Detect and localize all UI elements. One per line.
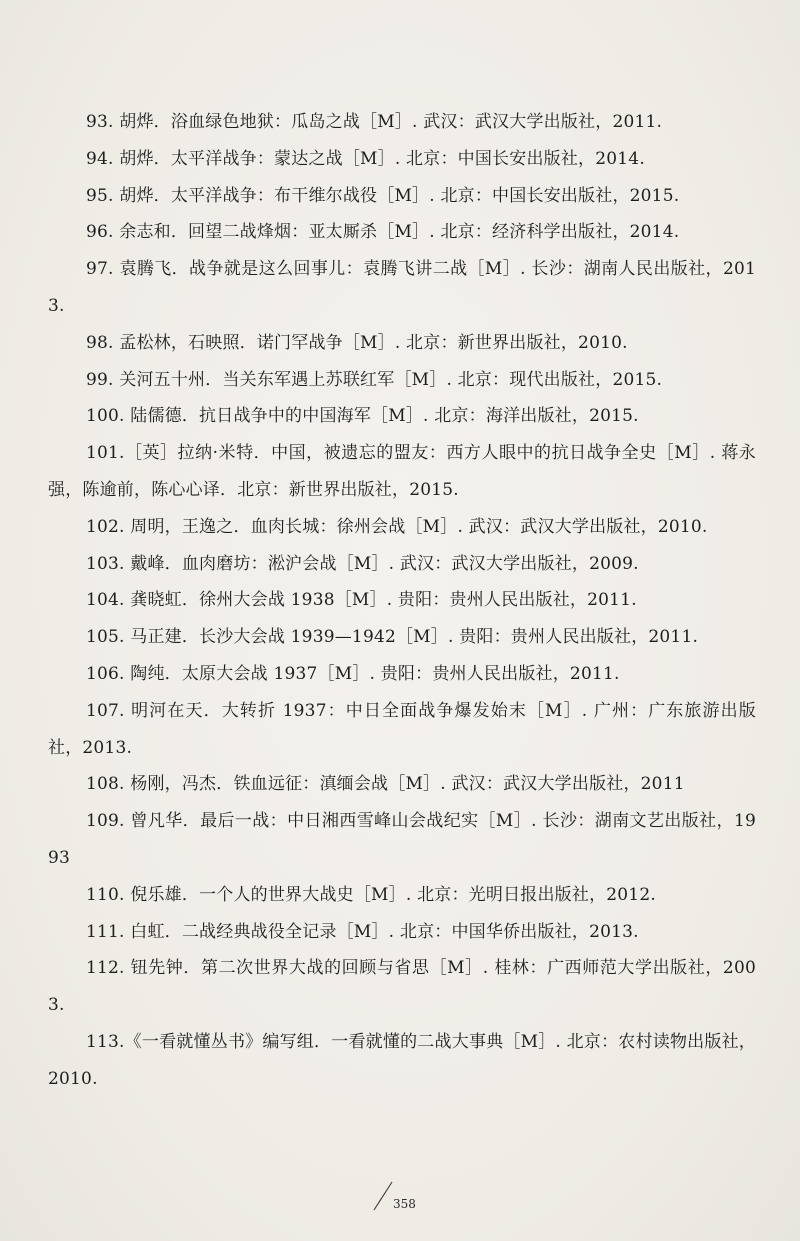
reference-item: 109. 曾凡华．最后一战：中日湘西雪峰山会战纪实［M］. 长沙：湖南文艺出版社，1993	[48, 811, 756, 868]
reference-item: 108. 杨刚，冯杰．铁血远征：滇缅会战［M］. 武汉：武汉大学出版社，2011	[86, 774, 685, 795]
reference-item: 112. 钮先钟．第二次世界大战的回顾与省思［M］. 桂林：广西师范大学出版社，2003.	[48, 958, 756, 1016]
reference-item: 104. 龚晓虹．徐州大会战 1938［M］. 贵阳：贵州人民出版社，2011.	[86, 590, 637, 611]
reference-list	[48, 104, 756, 1098]
reference-item: 100. 陆儒德．抗日战争中的中国海军［M］. 北京：海洋出版社，2015.	[86, 406, 639, 427]
reference-item: 102. 周明，王逸之．血肉长城：徐州会战［M］. 武汉：武汉大学出版社，2010.	[86, 516, 708, 537]
reference-item: 96. 余志和．回望二战烽烟：亚太厮杀［M］. 北京：经济科学出版社，2014.	[86, 222, 680, 243]
reference-item: 111. 白虹．二战经典战役全记录［M］. 北京：中国华侨出版社，2013.	[86, 921, 639, 942]
reference-item: 103. 戴峰．血肉磨坊：淞沪会战［M］. 武汉：武汉大学出版社，2009.	[86, 553, 639, 574]
reference-item: 110. 倪乐雄．一个人的世界大战史［M］. 北京：光明日报出版社，2012.	[86, 884, 656, 905]
reference-item: 95. 胡烨．太平洋战争：布干维尔战役［M］. 北京：中国长安出版社，2015.	[86, 185, 680, 206]
reference-item: 93. 胡烨．浴血绿色地狱：瓜岛之战［M］. 武汉：武汉大学出版社，2011.	[86, 112, 663, 132]
page-number: 358	[393, 1197, 416, 1211]
reference-item: 106. 陶纯．太原大会战 1937［M］. 贵阳：贵州人民出版社，2011.	[86, 663, 620, 684]
reference-item: 94. 胡烨．太平洋战争：蒙达之战［M］. 北京：中国长安出版社，2014.	[86, 148, 645, 169]
reference-item: 99. 关河五十州．当关东军遇上苏联红军［M］. 北京：现代出版社，2015.	[86, 369, 663, 390]
reference-item: 101.［英］拉纳·米特．中国，被遗忘的盟友：西方人眼中的抗日战争全史［M］. 蒋永强，陈逾前，陈心心译．北京：新世界出版社，2015.	[48, 443, 756, 500]
reference-item: 113.《一看就懂丛书》编写组．一看就懂的二战大事典［M］. 北京：农村读物出版社，2010.	[48, 1031, 756, 1089]
reference-item: 97. 袁腾飞．战争就是这么回事儿：袁腾飞讲二战［M］. 长沙：湖南人民出版社，2013.	[48, 259, 756, 316]
reference-item: 105. 马正建．长沙大会战 1939—1942［M］. 贵阳：贵州人民出版社，2011.	[86, 627, 699, 648]
reference-item: 98. 孟松林，石映照．诺门罕战争［M］. 北京：新世界出版社，2010.	[86, 332, 628, 353]
reference-item: 107. 明河在天．大转折 1937：中日全面战争爆发始末［M］. 广州：广东旅游出版社，2013.	[48, 700, 756, 758]
